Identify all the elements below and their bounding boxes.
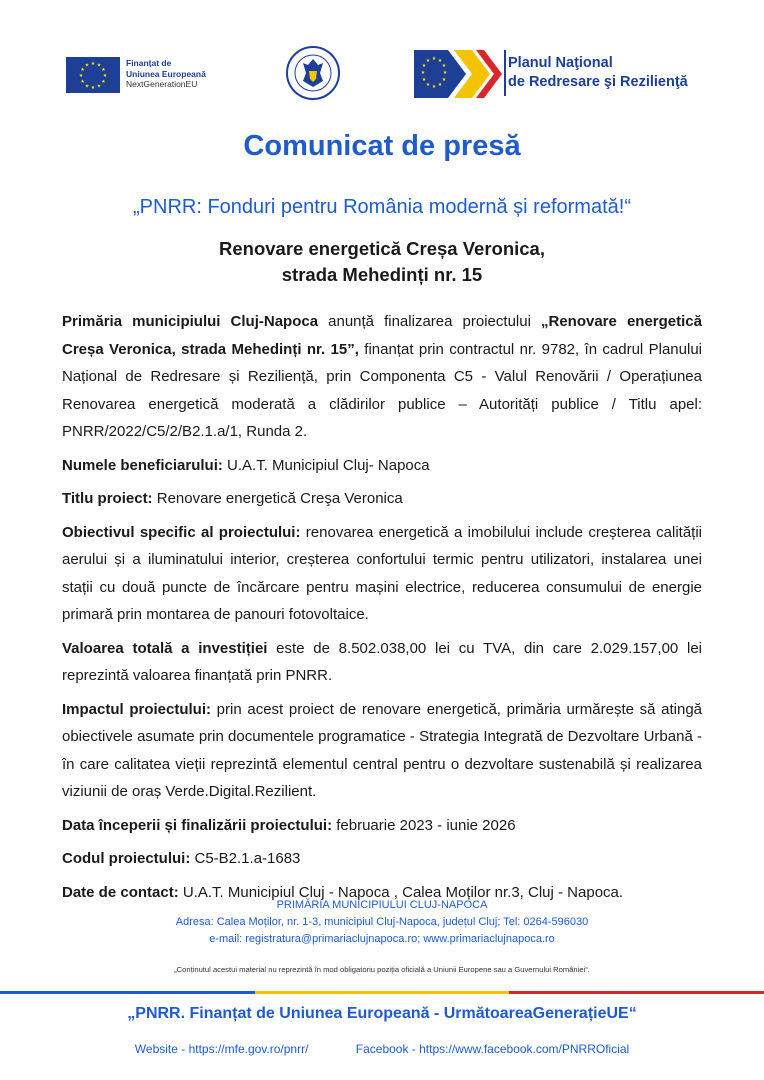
pnrr-logo-line1: Planul Naţional	[508, 55, 613, 71]
stripe-yellow	[255, 991, 510, 994]
website-link[interactable]: Website - https://mfe.gov.ro/pnrr/	[134, 1042, 309, 1056]
objective-paragraph	[62, 519, 702, 629]
svg-text:★: ★	[90, 61, 96, 67]
svg-text:★: ★	[90, 85, 96, 91]
beneficiary-label: Numele beneficiarului:	[62, 456, 223, 474]
pnrr-logo-line2: de Redresare şi Rezilienţă	[508, 74, 688, 90]
disclaimer: „Conținutul acestui material nu reprezintă în mod obligatoriu poziția oficială a Uniunii Europene sau a Guvernului României“.	[174, 965, 590, 974]
intro-paragraph	[62, 308, 702, 446]
impact-label: Impactul proiectului:	[62, 700, 212, 718]
investment-label: Valoarea totală a investiției	[62, 639, 268, 657]
project-title-label: Titlu proiect:	[62, 490, 153, 507]
svg-text:★: ★	[425, 82, 431, 88]
svg-text:★: ★	[101, 67, 106, 73]
code-value: C5-B2.1.a-1683	[190, 850, 301, 867]
investment-paragraph	[62, 635, 702, 690]
svg-text:★: ★	[96, 62, 102, 69]
footer-slogan: „PNRR. Finanțat de Uniunea Europeană - UrmătoareaGenerațieUE“	[127, 1005, 637, 1022]
stripe-blue	[0, 991, 255, 994]
subtitle-line2: strada Mehedinți nr. 15	[281, 264, 483, 285]
project-title-value: Renovare energetică Creşa Veronica	[152, 490, 403, 507]
code-label: Codul proiectului:	[62, 850, 191, 867]
eu-logo-line2: Uniunea Europeană	[126, 68, 206, 79]
svg-text:★: ★	[420, 70, 426, 76]
svg-text:★: ★	[437, 58, 443, 64]
code-paragraph	[62, 845, 702, 873]
intro-project-name: „Renovare energetică Creșa Veronica, strada Mehedinți nr. 15”,	[62, 313, 702, 358]
svg-text:★: ★	[425, 58, 431, 64]
project-subtitle	[0, 236, 764, 288]
svg-text:★: ★	[421, 63, 427, 69]
pnrr-divider	[504, 50, 506, 96]
intro-text-1: anunță finalizarea proiectului	[318, 313, 541, 330]
svg-text:★: ★	[442, 70, 448, 76]
objective-value: renovarea energetică a imobilului include creșterea calității aerului și a iluminatului interior, creșterea confortului termic pentru utilizatori, instalarea unei stații cu două puncte de încărcare pentru mașini electrice, reducerea consumului de energie primară prin montarea de panouri fotovoltaice.	[62, 523, 703, 623]
dates-paragraph	[62, 812, 702, 840]
eu-logo-line3: NextGenerationEU	[126, 79, 198, 89]
beneficiary-value: U.A.T. Municipiul Cluj- Napoca	[222, 456, 430, 474]
objective-label: Obiectivul specific al proiectului:	[62, 523, 301, 541]
tricolor-divider	[0, 991, 764, 994]
project-title-paragraph	[62, 485, 702, 513]
intro-text-2: finanțat prin contractul nr. 9782, în cadrul Planului Național de Redresare și Reziliență, prin Componenta C5 - Valul Renovării / Operațiunea Renovarea energetică moderată a clădirilor publice – Autorități publice / Titlu apel: PNRR/2022/C5/2/B2.1.a/1, Runda 2.	[62, 340, 702, 440]
svg-text:★: ★	[96, 83, 102, 90]
dates-value: februarie 2023 - iunie 2026	[332, 816, 516, 834]
impact-paragraph	[62, 696, 702, 806]
svg-text:★: ★	[421, 77, 427, 83]
guvernul-romaniei-seal-icon	[285, 45, 341, 101]
press-release-body	[62, 308, 702, 912]
dates-label: Data începerii și finalizării proiectului:	[62, 816, 333, 834]
subtitle-line1: Renovare energetică Creșa Veronica,	[219, 238, 545, 259]
contact-label: Date de contact:	[62, 883, 179, 901]
svg-text:★: ★	[102, 73, 108, 79]
pnrr-slogan: „PNRR: Fonduri pentru România modernă și reformată!“	[133, 196, 631, 218]
footer-address: Adresa: Calea Moților, nr. 1-3, municipiul Cluj-Napoca, județul Cluj; Tel: 0264-596030	[175, 916, 589, 928]
footer-organization	[0, 897, 764, 948]
eu-logo-line1: Finanțat de	[126, 58, 172, 68]
pnrr-flag-icon	[414, 48, 502, 100]
svg-text:★: ★	[84, 62, 90, 69]
svg-text:★: ★	[431, 84, 437, 90]
beneficiary-paragraph	[62, 452, 702, 480]
footer-links	[0, 1042, 764, 1056]
footer-email: e-mail: registratura@primariaclujnapoca.ro; www.primariaclujnapoca.ro	[209, 933, 555, 945]
intro-lead: Primăria municipiului Cluj-Napoca	[62, 313, 319, 330]
header-logos	[0, 0, 764, 110]
investment-value: este de 8.502.038,00 lei cu TVA, din care 2.029.157,00 lei reprezintă valoarea finanțată prin PNRR.	[62, 639, 702, 684]
eu-flag-icon	[66, 57, 120, 93]
svg-text:★: ★	[437, 82, 443, 88]
svg-text:★: ★	[80, 67, 85, 73]
svg-text:★: ★	[441, 77, 447, 83]
pnrr-logo	[414, 48, 714, 100]
footer-org-name: PRIMĂRIA MUNICIPIULUI CLUJ-NAPOCA	[276, 899, 488, 911]
page-title: Comunicat de presă	[243, 130, 521, 162]
stripe-red	[509, 991, 764, 994]
contact-value: U.A.T. Municipiul Cluj - Napoca , Calea Moților nr.3, Cluj - Napoca.	[178, 883, 624, 901]
svg-text:★: ★	[441, 63, 447, 69]
eu-funding-logo	[66, 55, 226, 95]
impact-value: prin acest proiect de renovare energetică, primăria urmărește să atingă obiectivele asumate prin documentele programatice - Strategia Integrată de Dezvoltare Urbană - în care calitatea vieții reprezintă elementul central pentru o dezvoltare sustenabilă și realizarea viziunii de oraș Verde.Digital.Rezilient.	[62, 700, 703, 800]
svg-text:★: ★	[80, 79, 85, 85]
facebook-link[interactable]: Facebook - https://www.facebook.com/PNRROficial	[355, 1042, 630, 1056]
svg-text:★: ★	[101, 79, 106, 85]
svg-text:★: ★	[431, 56, 437, 62]
svg-text:★: ★	[84, 83, 90, 90]
svg-text:★: ★	[78, 73, 84, 79]
